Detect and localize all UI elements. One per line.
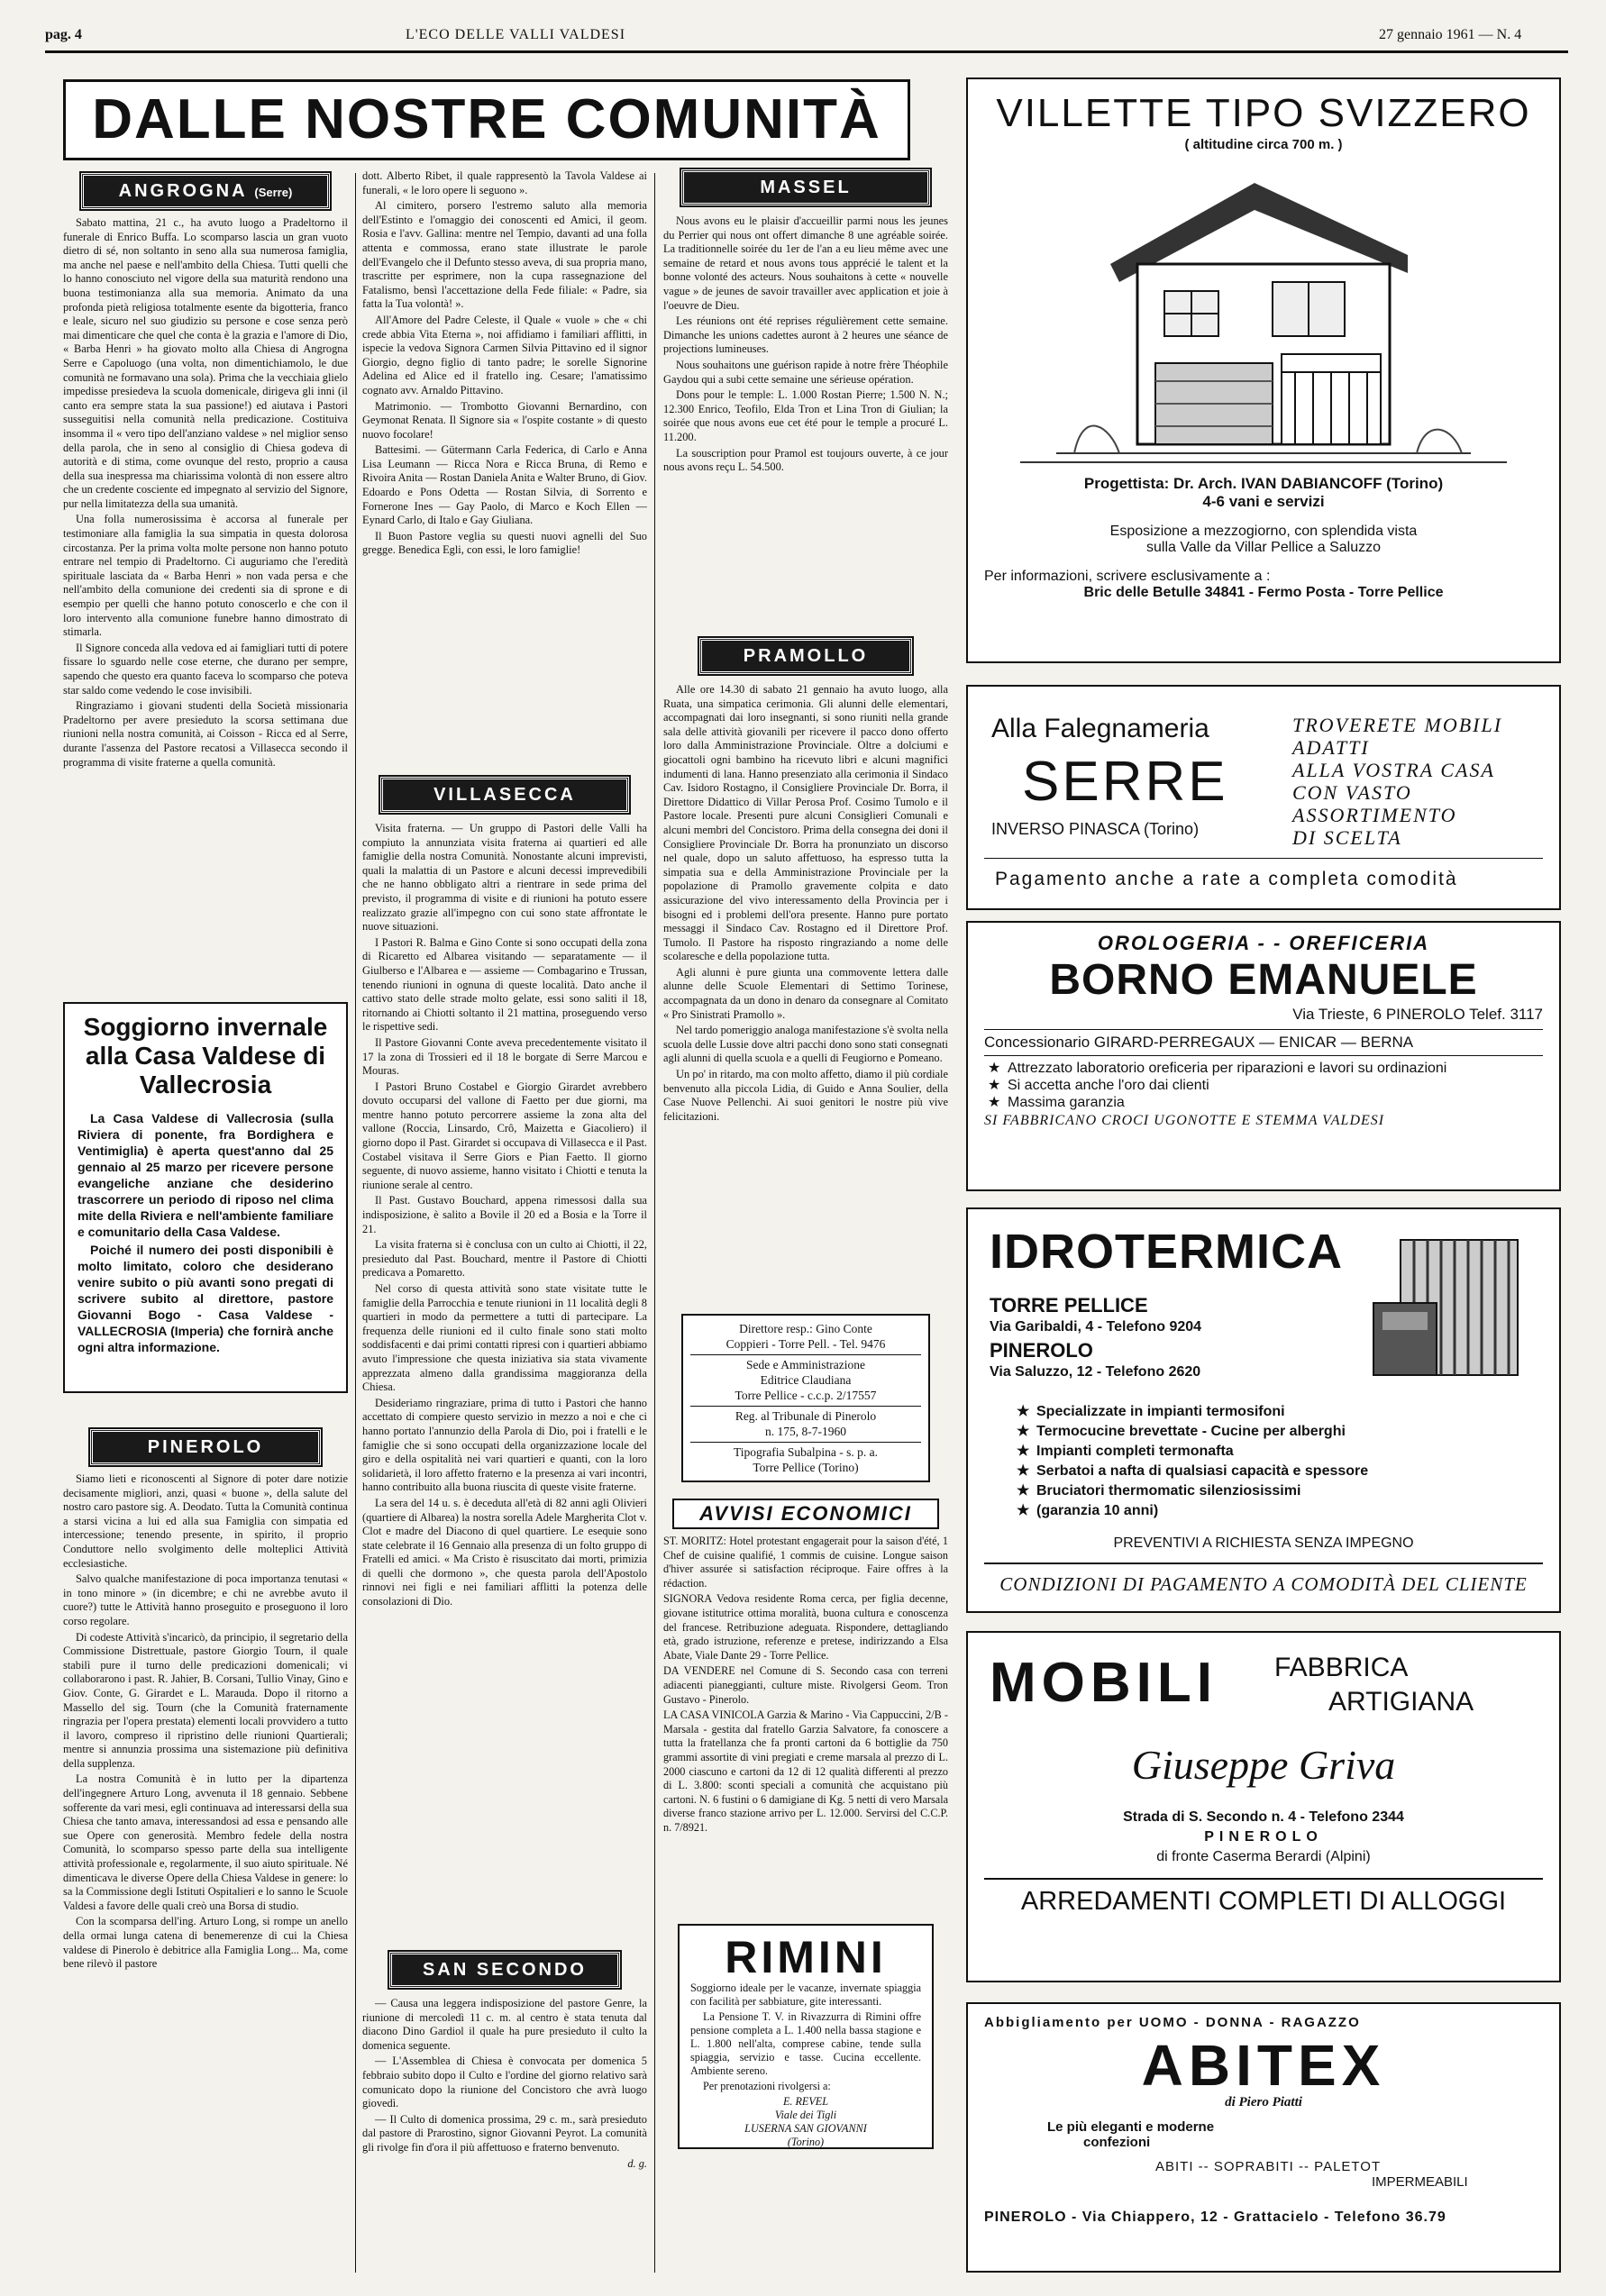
soggiorno-box: [63, 1002, 348, 1393]
mobili-name: MOBILI: [990, 1652, 1218, 1714]
paragraph: Battesimi. — Gütermann Carla Federica, di Carlo e Anna Lisa Leumann — Ricca Nora e Ricca Bruna, di Remo e Rivoira Anita — Rostan Daniela Anita e Walter Bruno, di Giov. Edoardo e Pons Odetta — Rostan Silvia, di Sorrento e Fornerone Ines — Gay Paolo, di Marco e Koch Ellen — Eynard Carlo, di Italo e Gay Giuliana.: [362, 443, 647, 527]
idrotermica-city: PINEROLO: [990, 1339, 1093, 1362]
abitex-items: IMPERMEABILI: [1372, 2174, 1468, 2190]
abitex-line: Le più eleganti e moderne: [1047, 2119, 1215, 2135]
borno-ad: [966, 921, 1561, 1191]
paragraph: Visita fraterna. — Un gruppo di Pastori delle Valli ha compiuto la annunziata visita fraterna ai quartieri ed alle famiglie della nostra Comunità. Nonostante alcuni imprevisti, quali la malattia di un Pastore e alcuni decessi imprevedibili che ne hanno obbligato altri a rientrare in sede prima del previsto, il programma di visite e di riunioni ha potuto essere realizzato grazie all'impegno con cui sono state affrontate le nuove situazioni.: [362, 822, 647, 934]
paragraph: Dons pour le temple: L. 1.000 Rostan Pierre; 1.500 N. N.; 12.300 Enrico, Teofilo, Elda Tron et Lina Tron di Giulian; la soirée que nous avons eue cet été pour le temple a procuré L. 11.200.: [663, 388, 948, 443]
section-banner: DALLE NOSTRE COMUNITÀ: [63, 79, 910, 160]
paragraph: — L'Assemblea di Chiesa è convocata per domenica 5 febbraio subito dopo il Culto e l'ordine del giorno relativo sarà comunicato dopo la riunione del Concistoro che avrà luogo giovedì.: [362, 2055, 647, 2110]
sansecondo-heading: SAN SECONDO: [389, 1952, 620, 1988]
paragraph: I Pastori Bruno Costabel e Giorgio Girardet avrebbero dovuto occuparsi del vallone di Faetto per due giorni, ma mentre hanno potuto percorrere assieme la zona alta del vallone (Roccia, Linsardo, Crô, Maizetta e Giacoliero) il giorno dopo il Past. Girardet si occupava di Villasecca e il Past. Costabel visitava il Serre Giors e Pian Faetto. Il giorno seguente, di nuovo assieme, hanno visitato i Chiotti e tenuta la riunione serale al centro.: [362, 1080, 647, 1191]
colophon-line: Direttore resp.: Gino Conte: [739, 1322, 872, 1335]
serre-name: SERRE: [1022, 751, 1228, 813]
angrogna-heading: [81, 173, 330, 209]
mobili-type: ARTIGIANA: [1328, 1687, 1474, 1717]
colophon-line: Torre Pellice (Torino): [753, 1461, 859, 1474]
slogan-line: ALLA VOSTRA CASA: [1292, 759, 1495, 781]
villette-info: Per informazioni, scrivere esclusivamente a :: [984, 569, 1271, 584]
borno-dealer: Concessionario GIRARD-PERREGAUX — ENICAR — BERNA: [984, 1029, 1543, 1056]
paragraph: La nostra Comunità è in lutto per la dipartenza dell'ingegnere Arturo Long, avvenuta il 18 gennaio. Sebbene sofferente da vari mesi, egli continuava ad interessarsi della sua Chiesa che tanto amava, interessandosi ad essa e pensando alle sue Opere con generosità. Membro fedele della nostra Comunità, lo scomparso spesso parte della sua intelligente attività professionale e, regolarmente, il suo aiuto spirituale. Né dimenticava le diverse Opere della Chiesa Valdese in genere: lo sa la Commissione degli Istituti Ospitalieri e lo sanno le Scuole Valdesi a favore delle quali creò una Borsa di studio.: [63, 1772, 348, 1912]
villasecca-article: [362, 822, 647, 1939]
paragraph: La Pensione T. V. in Rivazzurra di Rimini offre pensione completa a L. 1.400 nella bassa stagione e L. 1.800 nell'alta, comprese cabine, tende sulla spiaggia, servizio e tasse. Cucina eccellente. Ambiente sereno.: [690, 2010, 921, 2077]
colophon-line: Editrice Claudiana: [760, 1373, 852, 1387]
contact-line: E. REVEL: [782, 2095, 829, 2108]
serre-intro: Alla Falegnameria: [991, 714, 1209, 743]
radiator-illustration: [1364, 1222, 1545, 1393]
slogan-line: DI SCELTA: [1292, 826, 1402, 849]
column-3: [663, 169, 948, 2149]
paragraph: Alle ore 14.30 di sabato 21 gennaio ha avuto luogo, alla Ruata, una simpatica cerimonia. Gli alunni delle elementari, accompagnati dai loro insegnanti, si sono riuniti nella grande sala delle attività giovanili per ricevere il pacco dono offerto loro dalla Amministrazione Provinciale. Oltre a dolciumi e giocattoli ogni bambino ha ricevuto libri e alcuni magnifici indumenti di lana. Hanno presenziato alla cerimonia il Sindaco Cav. Isidoro Rostagno, il Consigliere Provinciale Dr. Borra, il Direttore Didattico di Villar Perosa Prof. Cosimo Tumolo e il Pastore locale. Presenti pure alcuni Consiglieri Comunali e alcuni membri del Concistoro. Prima della consegna dei doni il Consigliere Provinciale Dr. Borra ha pronunziato un discorso nel quale, dopo un saluto affettuoso, ha espresso tutta la simpatia sua e della Amministrazione Provinciale per la popolazione di Pramollo gravemente colpita e dato assicurazione del vivo interessamento della Provincia per i bisogni ed i problemi dell'ora presente. Hanno pure portato messaggi il Sindaco Cav. Rostagno ed il Direttore Prof. Tumolo. Il Pastore ha risposto ringraziando a nome delle scolaresche e della popolazione tutta.: [663, 683, 948, 963]
paragraph: La Casa Valdese di Vallecrosia (sulla Riviera di ponente, fra Bordighera e Ventimiglia) è aperta quest'anno dal 25 gennaio al 25 marzo per ricevere persone evangeliche anziane che desiderino trascorrere un periodo di riposo nel clima mite della Riviera e nell'ambiente familiare e comunitario della Casa Valdese.: [78, 1111, 333, 1239]
page-number: pag. 4: [45, 27, 82, 42]
serre-location: INVERSO PINASCA (Torino): [991, 820, 1200, 838]
feature-note: ★ (garanzia 10 anni): [1036, 1501, 1545, 1521]
mobili-address: Strada di S. Secondo n. 4 - Telefono 2344: [1123, 1809, 1404, 1825]
mobili-city: PINEROLO: [1204, 1829, 1323, 1845]
massel-article: [663, 214, 948, 629]
soggiorno-text: [78, 1110, 333, 1357]
paragraph: La souscription pour Pramol est toujours ouverte, à ce jour nous avons reçu L. 54.500.: [663, 446, 948, 474]
feature-item: ★ Termocucine brevettate - Cucine per alberghi: [1036, 1422, 1545, 1442]
paragraph: Poiché il numero dei posti disponibili è molto limitato, coloro che desiderano venire subito o più avanti sono pregati di scrivere subito al direttore, pastore Giovanni Bogo - Casa Valdese - VALLECROSIA (Imperia) che fornirà anche ogni altra informazione.: [78, 1243, 333, 1354]
slogan-line: ADATTI: [1292, 736, 1370, 759]
feature-item: ★ Attrezzato laboratorio oreficeria per riparazioni e lavori su ordinazioni: [1008, 1060, 1543, 1077]
feature-item: ★ Specializzate in impianti termosifoni: [1036, 1402, 1545, 1422]
rimini-title: RIMINI: [725, 1932, 887, 1982]
colophon-line: Tipografia Subalpina - s. p. a.: [690, 1442, 921, 1460]
paragraph: Ringraziamo i giovani studenti della Società missionaria Pradeltorno per avere presieduto la scorsa settimana due riunioni nella nostra comunità, ai Coisson - Ricca ed al Serre, durante l'assenza del Pastore recatosi a Villasecca secondo il programma di visite fraterne a quella comunità.: [63, 699, 348, 769]
villette-title: VILLETTE TIPO SVIZZERO: [996, 91, 1531, 135]
contact-line: Viale dei Tigli: [774, 2109, 837, 2121]
paragraph: dott. Alberto Ribet, il quale rappresentò la Tavola Valdese ai funerali, « le loro opere li seguono ».: [362, 169, 647, 196]
abitex-address: PINEROLO - Via Chiappero, 12 - Grattacielo - Telefono 36.79: [984, 2209, 1446, 2225]
abitex-line: confezioni: [1083, 2135, 1151, 2150]
soggiorno-title: Soggiorno invernale alla Casa Valdese di Vallecrosia: [83, 1013, 328, 1098]
villette-rooms: 4-6 vani e servizi: [1202, 493, 1325, 510]
colophon-line: Reg. al Tribunale di Pinerolo: [690, 1406, 921, 1424]
abitex-owner: di Piero Piatti: [1225, 2095, 1302, 2109]
paragraph: Un po' in ritardo, ma con molto affetto, diamo il più cordiale benvenuto alla piccola Lidia, di Guido e Anna Soulier, della Case Nuove Pellenchi. Ai suoi genitori le nostre più vive felicitazioni.: [663, 1068, 948, 1123]
paragraph: All'Amore del Padre Celeste, il Quale « vuole » che « chi crede abbia Vita Eterna », noi affidiamo i familiari afflitti, in ispecie la vedova Signora Carmen Silvia Pittavino ed il signor Giorgio, degno figlio di tanto padre; le sorelle Signorine Adelina ed Alice ed il fratello ing. Cesare; l'amatissimo cognato avv. Arnaldo Pittavino.: [362, 313, 647, 396]
villette-ad: [966, 77, 1561, 663]
paragraph: — Il Culto di domenica prossima, 29 c. m., sarà presieduto dal pastore di Prarostino, signor Giovanni Peyrot. La comunità gli rivolge fin d'ora il più affettuoso e fraterno benvenuto.: [362, 2112, 647, 2154]
mobili-owner: Giuseppe Griva: [1131, 1742, 1396, 1788]
mobili-ad: [966, 1631, 1561, 1982]
slogan-line: CON VASTO: [1292, 781, 1412, 804]
colophon-box: [681, 1314, 930, 1482]
colophon-line: n. 175, 8-7-1960: [765, 1425, 846, 1438]
paragraph: Agli alunni è pure giunta una commovente lettera dalle alunne delle Scuole Elementari di Settimo Torinese, accompagnata da un dono in denaro da consegnare al Comitato « Pro Sinistrati Pramollo ».: [663, 965, 948, 1021]
issue-date: 27 gennaio 1961 — N. 4: [1379, 27, 1522, 42]
paragraph: Nous avons eu le plaisir d'accueillir parmi nous les jeunes du Perrier qui nous ont offert dimanche 8 une agréable soirée. La traditionnelle soirée du 1er de l'an a eu lieu même avec une semaine de retard et nous avons tous apprécié le talent et la bonne volonté des acteurs. Nous souhaitons à cette « nouvelle vague » de jeunes de savoir travailler avec application et joie à l'oeuvre de Dieu.: [663, 214, 948, 312]
paragraph: Les réunions ont été reprises régulièrement cette semaine. Dimanche les unions cadettes auront à 2 heures une séance de projections lumineuses.: [663, 314, 948, 356]
paragraph: Desideriamo ringraziare, prima di tutto i Pastori che hanno accettato di compiere questo servizio in mezzo a noi e che ci hanno portato l'annunzio della Parola di Dio, poi i fratelli e le famiglie che si sono occupati della organizzazione locale del giro e della ospitalità nei vari quartieri e quanti, con la loro solidarietà, il loro affetto fraterno e la presenza ai vari incontri, hanno contribuito alla buona riuscita di queste visite fraterne.: [362, 1396, 647, 1494]
masthead: [45, 27, 1522, 49]
classified-ad: SIGNORA Vedova residente Roma cerca, per figlia decenne, giovane istitutrice ottima moralità, buona cultura e conoscenza del francese. Retribuzione adeguata. Rispondere, dettagliando età, grado istruzione, referenze e pretese, indirizzando a Elsa Abate, Viale Dante 29 - Torre Pellice.: [663, 1592, 948, 1662]
paragraph: Nel tardo pomeriggio analoga manifestazione s'è svolta nella scuola delle Lussie dove altri pacchi dono sono stati consegnati agli alunni di quella scuola e a quelli di Feugiorno e Pomeano.: [663, 1024, 948, 1065]
paragraph: La visita fraterna si è conclusa con un culto ai Chiotti, il 22, presieduto dal Past. Bouchard, mentre il Pastore di Chiotti predicava a Pomaretto.: [362, 1238, 647, 1280]
villette-exposure: Esposizione a mezzogiorno, con splendida vista: [1109, 524, 1418, 539]
feature-item: ★ Serbatoi a nafta di qualsiasi capacità e spessore: [1036, 1462, 1545, 1481]
contact-line: LUSERNA SAN GIOVANNI: [744, 2122, 867, 2135]
idrotermica-city: TORRE PELLICE: [990, 1294, 1148, 1317]
column-1: [63, 173, 348, 2157]
colophon-line: Torre Pellice - c.c.p. 2/17557: [735, 1389, 877, 1402]
paragraph: Nel corso di questa attività sono state visitate tutte le famiglie della Parrocchia e tenute riunioni in 11 località degli 8 quartieri in modo da permettere a tutti di partecipare. La frequenza delle riunioni ed il culto finale sono stati molto soddisfacenti e dai primi contatti ripresi con i quartieri abbiamo avuto l'impressione che questa iniziativa sia stata vivamente apprezzata almeno dalla grandissima maggioranza della Chiesa.: [362, 1282, 647, 1394]
angrogna-subtitle: (Serre): [254, 186, 293, 199]
paragraph: Il Signore conceda alla vedova ed ai famigliari tutti di potere fissare lo sguardo nelle cose eterne, che durano per sempre, sapendo che questo era quanto faceva lo scomparso che poteva star saldo come vedendo le cose invisibili.: [63, 641, 348, 697]
paragraph: Salvo qualche manifestazione di poca importanza tenutasi « in tono minore » (in dicembre; e chi ne avrebbe avuto il cuore?) tutte le Attività hanno proseguito e proseguono il loro corso regolare.: [63, 1572, 348, 1627]
pinerolo-article: [63, 1472, 348, 2157]
mobili-type: FABBRICA: [1274, 1653, 1409, 1682]
colophon-line: Coppieri - Torre Pell. - Tel. 9476: [725, 1337, 886, 1351]
abitex-items: ABITI -- SOPRABITI -- PALETOT: [1155, 2159, 1382, 2174]
villasecca-heading: VILLASECCA: [380, 777, 629, 813]
slogan-line: ASSORTIMENTO: [1292, 804, 1457, 826]
mobili-landmark: di fronte Caserma Berardi (Alpini): [1156, 1849, 1371, 1864]
pinerolo-heading: PINEROLO: [90, 1429, 321, 1465]
serre-slogan: [1292, 714, 1502, 849]
idrotermica-name: IDROTERMICA: [990, 1225, 1343, 1279]
borno-tagline: SI FABBRICANO CROCI UGONOTTE E STEMMA VALDESI: [984, 1113, 1385, 1128]
paragraph: Una folla numerosissima è accorsa al funerale per testimoniare alla famiglia la sua simpatia in questa dolorosa circostanza. Per la prima volta molte persone non hanno potuto entrare nel tempio di Pradeltorno. Ci auguriamo che l'eredità spirituale lasciata da « Barba Henri » non vada persa e che nell'ambito della comunione dei credenti sia di sprone e di esempio per quelli che hanno potuto conoscerlo e che con il loro intervento alla comunione funebre hanno dimostrato di stimarla.: [63, 513, 348, 639]
abitex-name: ABITEX: [1141, 2033, 1386, 2098]
idrotermica-address: Via Garibaldi, 4 - Telefono 9204: [990, 1319, 1202, 1335]
borno-name: BORNO EMANUELE: [1049, 956, 1478, 1004]
paragraph: Il Buon Pastore veglia su questi nuovi agnelli del Suo gregge. Benedica Egli, con essi, le loro famiglie!: [362, 529, 647, 557]
avvisi-heading: AVVISI ECONOMICI: [672, 1499, 939, 1529]
divider: [984, 858, 1543, 859]
paragraph: Matrimonio. — Trombotto Giovanni Bernardino, con Geymonat Renata. Il Signore sia « l'ospite costante » di questo nuovo focolare!: [362, 399, 647, 441]
paragraph: Soggiorno ideale per le vacanze, invernate spiaggia con facilità per sabbiature, gite interessanti.: [690, 1982, 921, 2008]
divider: [984, 1878, 1543, 1880]
paragraph: Con la scomparsa dell'ing. Arturo Long, si rompe un anello della ormai lunga catena di benemerenze di cui la Chiesa valdese di Pinerolo è debitrice alla Famiglia Long... Ma, come bene rilevò il pastore: [63, 1915, 348, 1971]
paragraph: Nous souhaitons une guérison rapide à notre frère Théophile Gaydou qui a subi cette semaine une sérieuse opération.: [663, 358, 948, 386]
paragraph: Di codeste Attività s'incaricò, da principio, il segretario della Commissione Distrettuale, pastore Giorgio Tourn, il quale stabilì pure il turno delle predicazioni domenicali; vi collaborarono i past. R. Jahier, B. Corsani, Tullio Vinay, Gino e Giov. Conte, G. Girardet e L. Marauda. Dopo il ritorno a Massello del sig. Tourn (che la Comunità fraternamente ringrazia per l'opera prestata) elementi locali provvidero a tutto il lavoro, compreso il ripristino delle riunioni Quartierali; mentre si annunzia prossima una sistemazione più definitiva della supplenza.: [63, 1630, 348, 1770]
idrotermica-quotes: PREVENTIVI A RICHIESTA SENZA IMPEGNO: [1113, 1535, 1414, 1551]
paragraph: I Pastori R. Balma e Gino Conte si sono occupati della zona di Ricaretto ed Albarea visitando — separatamente — il Giulberso e l'Albarea e — assieme — Combagarino e Trussan, tenendo riunioni in ognuna di queste località. Dato anche il cattivo stato delle strade molto gelate, essi sono saliti il 18, ritornando ai Chiotti soltanto il 21 mattina, proseguendo verso le rispettive sedi.: [362, 935, 647, 1034]
colophon-line: Sede e Amministrazione: [690, 1354, 921, 1372]
newspaper-name: L'ECO DELLE VALLI VALDESI: [406, 27, 626, 42]
slogan-line: TROVERETE MOBILI: [1292, 714, 1503, 736]
pramollo-article: [663, 683, 948, 1296]
feature-item: ★ Massima garanzia: [1008, 1094, 1543, 1111]
villette-address: Bric delle Betulle 34841 - Fermo Posta - Torre Pellice: [1083, 585, 1444, 600]
column-2: [362, 169, 647, 2249]
paragraph: Il Past. Gustavo Bouchard, appena rimessosi dalla sua indisposizione, è salito a Bovile il 20 ed a Bosia e la Torre il 21.: [362, 1194, 647, 1235]
paragraph: Il Pastore Giovanni Conte aveva precedentemente visitato il 17 la zona di Trossieri ed il 18 le borgate di Serre Marcou e Mouras.: [362, 1035, 647, 1078]
paragraph: Sabato mattina, 21 c., ha avuto luogo a Pradeltorno il funerale di Enrico Buffa. Lo scomparso lascia un gran vuoto dietro di sé, non soltanto in seno alla sua numerosa famiglia, ma anche nel paese e nell'ambito della Chiesa. Tutti quelli che lo hanno conosciuto nel vigore della sua maturità rendono una buona testimonianza alla sua memoria. Animato da una profonda pietà religiosa totalmente esente da bigotteria, franco e leale, sicuro nel suo giudizio su persone e cose senza però mai dimenticare che quel che conta è la grazia e l'amore di Dio, « Barba Henri » ha giovato molto alla Chiesa di Angrogna Serre e Capoluogo (una volta, non dimentichiamolo, le due comunità ne formavano una sola). Prima che la vecchiaia glielo impedisse presiedeva la scuola domenicale, dirigeva gli inni (il canto era sempre stata la sua passione!) ed aiutava i Pastori susseguitisi nella comunità nella predicazione. Costituiva insomma il « vero tipo dell'anziano valdese » nel miglior senso della parola, che in seno al consiglio di Chiesa godeva di autorità e di stima, come ovunque del resto, proprio a causa della sua inespressa ma chiarissima volontà di non essere altro che un credente cosciente ed impegnato al servizio del Signore, pur nella limitatezza della sua umanità.: [63, 216, 348, 510]
rimini-ad: [678, 1924, 934, 2149]
signature: d. g.: [627, 2156, 647, 2170]
idrotermica-address: Via Saluzzo, 12 - Telefono 2620: [990, 1364, 1201, 1380]
idrotermica-payment: CONDIZIONI DI PAGAMENTO A COMODITÀ DEL CLIENTE: [999, 1573, 1528, 1595]
feature-item: ★ Bruciatori thermomatic silenziosissimi: [1036, 1481, 1545, 1501]
villette-view: sulla Valle da Villar Pellice a Saluzzo: [1146, 540, 1381, 555]
idrotermica-ad: [966, 1207, 1561, 1613]
serre-ad: [966, 685, 1561, 910]
abitex-ad: [966, 2002, 1561, 2273]
paragraph: — Causa una leggera indisposizione del pastore Genre, la riunione di mercoledì 11 c. m. al centro è stata tenuta dal diacono Dino Gardiol il quale ha pure presieduto il culto la domenica seguente.: [362, 1997, 647, 2052]
feature-item: ★ Si accetta anche l'oro dai clienti: [1008, 1077, 1543, 1094]
paragraph: Per prenotazioni rivolgersi a:: [703, 2080, 831, 2092]
borno-features: [984, 1060, 1543, 1111]
classified-ad: ST. MORITZ: Hotel protestant engagerait pour la saison d'été, 1 Chef de cuisine qualifié, 1 commis de cuisine. Longue saison d'hiver assurée si satisfaction réciproque. Faire offres à la rédaction.: [663, 1535, 948, 1590]
avvisi-list: [663, 1535, 948, 1913]
idrotermica-features: [1013, 1402, 1545, 1521]
massel-heading: MASSEL: [681, 169, 930, 205]
angrogna-article: [63, 216, 348, 966]
column-rule: [355, 173, 356, 2273]
pinerolo-continued: [362, 169, 647, 761]
classified-ad: LA CASA VINICOLA Garzia & Marino - Via Cappuccini, 2/B - Marsala - gestita dal fratello Garzia Salvatore, fa conoscere a tutta la fratellanza che fa pronti cartoni da 6 bottiglie da 750 grammi assortite di vini pregiati e creme marsala al prezzo di L. 2000 ciascuno e cartoni da 12 di 12 qualità differenti al prezzo di L. 3.800: sconti speciali a comunità che acquistano più cartoni. N. 6 fustini o 6 damigiane di Kg. 5 netti di vero Marsala diverse franco stazione arrivo per L. 12.000. Servirsi del C.C.P. n. 7/8921.: [663, 1708, 948, 1834]
classified-ad: DA VENDERE nel Comune di S. Secondo casa con terreni adiacenti pianeggianti, culture miste. Rivolgersi Geom. Tron Gustavo - Pinerolo.: [663, 1664, 948, 1706]
paragraph: Siamo lieti e riconoscenti al Signore di poter dare notizie decisamente migliori, anzi, quasi « buone », della salute del nostro caro pastore sig. A. Deodato. Tutta la Comunità continua a starsi vicina a lui ed alla sua Famiglia con simpatia ed intercessione; tenendo presente, in spirito, il proprio Conduttore nello svolgimento delle molteplici Attività ecclesiastiche.: [63, 1472, 348, 1570]
feature-item: ★ Impianti completi termonafta: [1036, 1442, 1545, 1462]
borno-category: OROLOGERIA - - OREFICERIA: [1097, 932, 1430, 954]
paragraph: La sera del 14 u. s. è deceduta all'età di 82 anni agli Olivieri (quartiere di Albarea) la nostra sorella Adele Margherita Clot v. Clot e madre del Diacono di quel quartiere. Le esequie sono state celebrate il 16 Gennaio alla presenza di un folto gruppo di Fratelli ed amici. « Ma Cristo è risuscitato dai morti, primizia di quelli che dormono », che questa parola dell'Apostolo rinnovi nei figli e nei familiari afflitti la potenza delle consolazioni di Dio.: [362, 1496, 647, 1608]
villette-subtitle: ( altitudine circa 700 m. ): [1184, 137, 1343, 152]
mobili-tagline: ARREDAMENTI COMPLETI DI ALLOGGI: [1020, 1887, 1507, 1916]
villa-illustration: [984, 156, 1543, 471]
sansecondo-article: [362, 1997, 647, 2249]
contact-line: (Torino): [787, 2136, 825, 2148]
masthead-rule: [45, 50, 1568, 53]
column-rule: [654, 173, 655, 2273]
abitex-category: Abbigliamento per UOMO - DONNA - RAGAZZO: [984, 2015, 1361, 2030]
angrogna-title: ANGROGNA: [118, 181, 247, 201]
borno-address: Via Trieste, 6 PINEROLO Telef. 3117: [1292, 1006, 1543, 1023]
paragraph: Al cimitero, porsero l'estremo saluto alla memoria dell'Estinto e l'omaggio dei conoscenti ed Amici, il geom. Rosia e l'avv. Gallina: mentre nel Tempio, davanti ad una folla attenta e commossa, erano state illustrate le parole dell'Evangelo che il Defunto stesso aveva, di sua propria mano, trascritte per esprimere, non la cupa rassegnazione del Fatalismo, bensì l'accettazione della Fede filiale: « Padre, sia fatta la Tua volontà! ».: [362, 199, 647, 311]
villette-designer: Progettista: Dr. Arch. IVAN DABIANCOFF (Torino): [1083, 475, 1444, 492]
pramollo-heading: PRAMOLLO: [699, 638, 912, 674]
divider: [984, 1563, 1543, 1564]
serre-payment: Pagamento anche a rate a completa comodità: [995, 869, 1458, 889]
